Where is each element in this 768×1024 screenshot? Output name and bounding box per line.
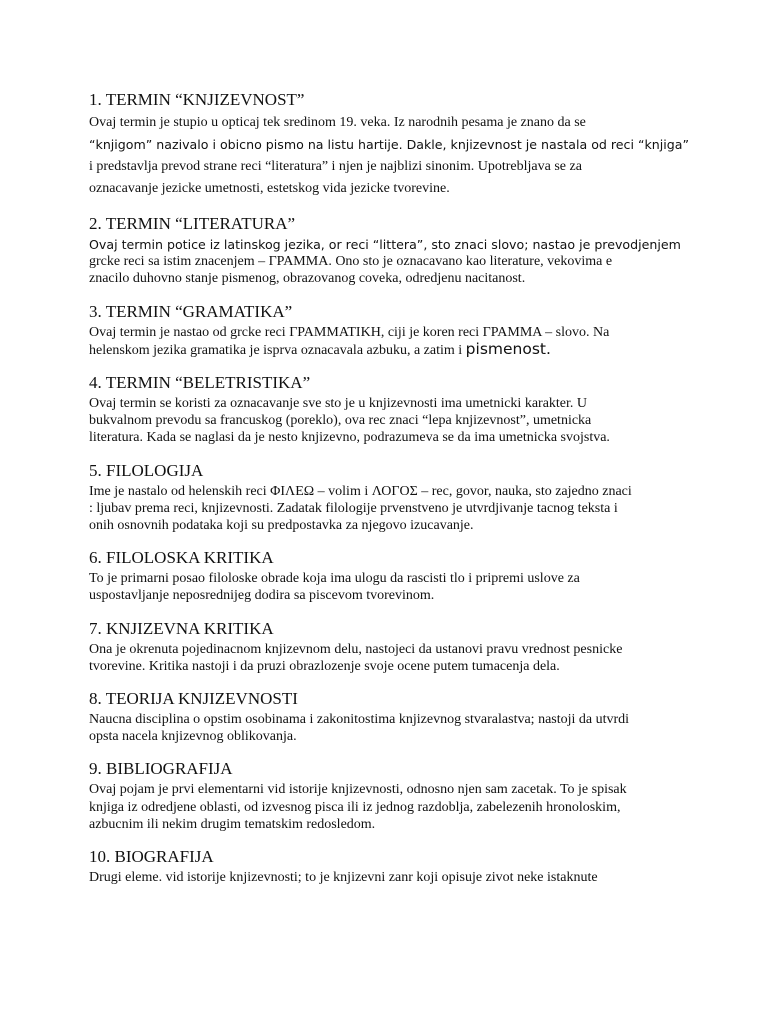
body-line: “knjigom” nazivalo i obicno pismo na listu hartije. Dakle, knjizevnost je nastala od reci “knjiga”	[89, 137, 690, 152]
section-beletristika	[89, 373, 689, 447]
section-body	[89, 112, 689, 200]
section-teorija-knjizevnosti	[89, 689, 689, 745]
section-heading: 6. FILOLOSKA KRITIKA	[89, 548, 274, 568]
section-heading: 5. FILOLOGIJA	[89, 460, 204, 480]
section-heading: 10. BIOGRAFIJA	[89, 847, 214, 867]
body-line: Ovaj termin potice iz latinskog jezika, or reci “littera”, sto znaci slovo; nastao je prevodjenjem	[89, 237, 681, 252]
body-line: uspostavljanje neposrednijeg dodira sa piscevom tvorevinom.	[89, 588, 435, 604]
section-body	[89, 324, 689, 359]
body-line: To je primarni posao filoloske obrade koja ima ulogu da rascisti tlo i pripremi uslove za	[89, 571, 580, 587]
body-line-tail: pismenost.	[465, 339, 551, 358]
section-body	[89, 395, 689, 447]
body-line: Naucna disciplina o opstim osobinama i zakonitostima knjizevnog stvaralastva; nastoji da utvrdi	[89, 712, 630, 728]
section-heading: 7. KNJIZEVNA KRITIKA	[89, 618, 274, 638]
section-knjizevnost	[89, 90, 689, 200]
body-line: Ovaj termin je stupio u opticaj tek sredinom 19. veka. Iz narodnih pesama je znano da se	[89, 115, 586, 130]
body-line: Ona je okrenuta pojedinacnom knjizevnom delu, nastojeci da ustanovi pravu vrednost pesnicke	[89, 641, 623, 657]
section-heading: 1. TERMIN “KNJIZEVNOST”	[89, 90, 305, 109]
section-filoloska-kritika	[89, 548, 689, 604]
section-literatura	[89, 214, 689, 288]
body-line: : ljubav prema reci, knjizevnosti. Zadatak filologije prvenstveno je utvrdjivanje tacnog teksta i	[89, 500, 618, 516]
body-line: literatura. Kada se naglasi da je nesto knjizevno, podrazumeva se da ima umetnicka svojstva.	[89, 430, 610, 446]
section-heading: 8. TEORIJA KNJIZEVNOSTI	[89, 689, 298, 709]
section-heading: 4. TERMIN “BELETRISTIKA”	[89, 373, 311, 393]
section-body	[89, 781, 689, 833]
body-line: i predstavlja prevod strane reci “literatura” i njen je najblizi sinonim. Upotrebljava se za	[89, 159, 582, 174]
section-heading: 2. TERMIN “LITERATURA”	[89, 214, 296, 233]
section-body	[89, 236, 689, 288]
body-line	[89, 341, 689, 359]
section-filologija	[89, 461, 689, 535]
section-body	[89, 483, 689, 535]
section-body	[89, 711, 689, 745]
section-body	[89, 570, 689, 604]
body-line: grcke reci sa istim znacenjem – ΓΡΑΜΜΑ. Ono sto je oznacavano kao literature, vekovima e	[89, 254, 613, 270]
body-line-text: helenskom jezika gramatika je isprva oznacavala azbuku, a zatim i	[89, 342, 463, 358]
body-line: onih osnovnih podataka koji su predpostavka za njegovo izucavanje.	[89, 518, 474, 534]
body-line: Ovaj pojam je prvi elementarni vid istorije knjizevnosti, odnosno njen sam zacetak. To je spisak	[89, 782, 627, 798]
body-line: Ime je nastalo od helenskih reci ΦΙΛΕΩ – volim i ΛΟΓΟΣ – rec, govor, nauka, sto zajedno znaci	[89, 483, 632, 499]
section-biografija	[89, 847, 689, 886]
body-line: Ovaj termin se koristi za oznacavanje sve sto je u knjizevnosti ima umetnicki karakter. U	[89, 396, 588, 412]
body-line: opsta nacela knjizevnog oblikovanja.	[89, 729, 297, 745]
document-page	[89, 90, 689, 886]
section-heading: 3. TERMIN “GRAMATIKA”	[89, 301, 293, 321]
body-line: tvorevine. Kritika nastoji i da pruzi obrazlozenje svoje ocene putem tumacenja dela.	[89, 658, 560, 674]
body-line: Ovaj termin je nastao od grcke reci ΓΡΑΜΜΑΤΙΚΗ, ciji je koren reci ΓΡΑΜΜΑ – slovo. Na	[89, 324, 610, 340]
section-bibliografija	[89, 759, 689, 833]
body-line: knjiga iz odredjene oblasti, od izvesnog pisca ili iz jednog razdoblja, zabelezenih hronoloskim,	[89, 799, 621, 815]
body-line: znacilo duhovno stanje pismenog, obrazovanog coveka, odredjenu nacitanost.	[89, 271, 526, 287]
section-body	[89, 869, 689, 886]
section-heading: 9. BIBLIOGRAFIJA	[89, 759, 233, 779]
body-line: bukvalnom prevodu sa francuskog (poreklo), ova rec znaci “lepa knjizevnost”, umetnicka	[89, 413, 592, 429]
section-gramatika	[89, 302, 689, 359]
body-line: Drugi eleme. vid istorije knjizevnosti; to je knjizevni zanr koji opisuje zivot neke istaknute	[89, 870, 598, 886]
section-knjizevna-kritika	[89, 619, 689, 675]
section-body	[89, 641, 689, 675]
body-line: azbucnim ili nekim drugim tematskim redosledom.	[89, 816, 376, 832]
body-line: oznacavanje jezicke umetnosti, estetskog vida jezicke tvorevine.	[89, 181, 450, 196]
